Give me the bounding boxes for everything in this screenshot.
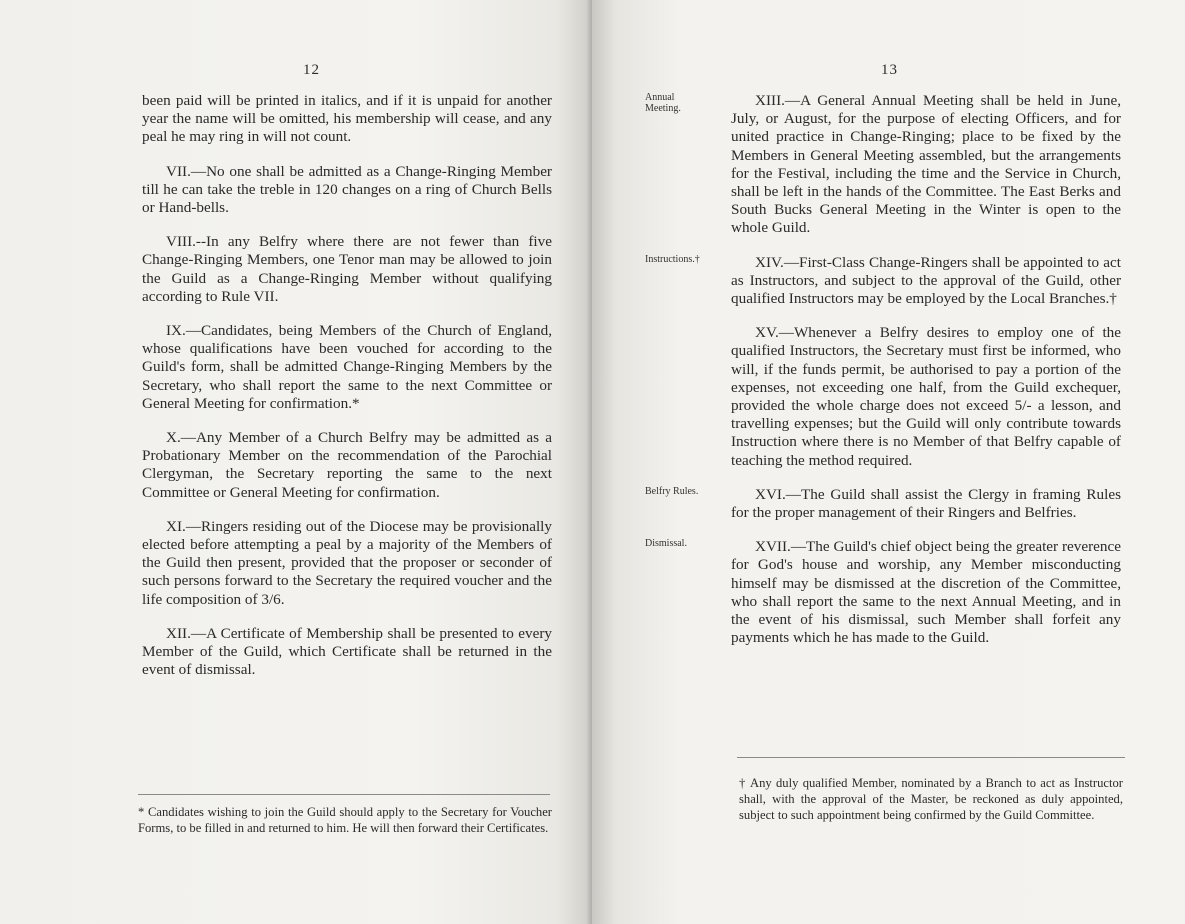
side-note: Annual Meeting. [645, 92, 681, 114]
side-note: Instructions.† [645, 253, 700, 265]
rule-ix: IX.—Candidates, being Members of the Church of England, whose qualifications have been vouched for according to the Guild's form, shall be admitted Change-Ringing Members by the Secretary, who shall report the same to the next Committee or General Meeting for confirmation.* [142, 322, 552, 412]
rule-xvii [645, 538, 1121, 647]
rule-xiv [645, 253, 1121, 309]
rule-text: XVI.—The Guild shall assist the Clergy in framing Rules for the proper management of their Ringers and Belfries. [731, 485, 1121, 522]
continuation-paragraph: been paid will be printed in italics, and if it is unpaid for another year the name will be omitted, his membership will cease, and any peal he may ring in will not count. [142, 92, 552, 146]
rule-viii: VIII.--In any Belfry where there are not fewer than five Change-Ringing Members, one Tenor man may be allowed to join the Guild as a Change-Ringing Member without qualifying according to Rule VII. [142, 233, 552, 305]
right-text-column [645, 92, 1121, 663]
side-note: Belfry Rules. [645, 485, 699, 497]
footnote: * Candidates wishing to join the Guild should apply to the Secretary for Voucher Forms, to be filled in and returned to him. He will then forward their Certificates. [138, 805, 552, 835]
rule-xv [731, 324, 1121, 470]
rule-xii: XII.—A Certificate of Membership shall be presented to every Member of the Guild, which Certificate shall be returned in the event of dismissal. [142, 624, 552, 679]
rule-x: X.—Any Member of a Church Belfry may be admitted as a Probationary Member on the recommendation of the Parochial Clergyman, the Secretary reporting the same to the next Committee or General Meeting for confirmation. [142, 429, 552, 501]
rule-xi: XI.—Ringers residing out of the Diocese may be provisionally elected before attempting a peal by a majority of the Members of the Guild then present, provided that the proposer or seconder of such persons forward to the Secretary the required voucher and the life composition of 3/6. [142, 517, 552, 608]
rule-xvi [645, 485, 1121, 522]
footnote-divider [138, 794, 550, 795]
page-number: 12 [303, 62, 320, 78]
right-page [592, 0, 1185, 924]
footnote: † Any duly qualified Member, nominated by a Branch to act as Instructor shall, with the approval of the Master, be reckoned as duly appointed, subject to such appointment being confirmed by the Guild Committee. [739, 776, 1123, 822]
rule-vii: VII.—No one shall be admitted as a Change-Ringing Member till he can take the treble in 120 changes on a ring of Church Bells or Hand-bells. [142, 162, 552, 217]
page-number: 13 [881, 62, 898, 78]
left-text-column [142, 92, 552, 695]
rule-text: XVII.—The Guild's chief object being the greater reverence for God's house and worship, any Member misconducting himself may be dismissed at the discretion of the Committee, who shall report the same to the next Annual Meeting, and in the event of his dismissal, such Member shall forfeit any payments which he has made to the Guild. [731, 538, 1121, 647]
rule-text: XIV.—First-Class Change-Ringers shall be appointed to act as Instructors, and subject to the approval of the Guild, other qualified Instructors may be employed by the Local Branches.† [731, 253, 1121, 308]
rule-xiii [645, 92, 1121, 238]
side-note: Dismissal. [645, 538, 687, 550]
footnote-divider [737, 757, 1125, 758]
left-page [0, 0, 592, 924]
rule-text: XIII.—A General Annual Meeting shall be held in June, July, or August, for the purpose of electing Officers, and for united practice in Change-Ringing; place to be fixed by the Members in General Meeting assembled, but the arrangements for the Festival, including the time and the Service in Church, shall be left in the hands of the Committee. The East Berks and South Bucks General Meeting in the Winter is open to the whole Guild. [731, 92, 1121, 237]
rule-text: XV.—Whenever a Belfry desires to employ one of the qualified Instructors, the Secretary must first be informed, who will, if the funds permit, be authorised to pay a portion of the expenses, not exceeding one half, from the Guild exchequer, provided the whole charge does not exceed 5/- a lesson, and travelling expenses; but the Guild will only contribute towards Instruction where there is no Member of that Belfry capable of teaching the method required. [731, 324, 1121, 469]
